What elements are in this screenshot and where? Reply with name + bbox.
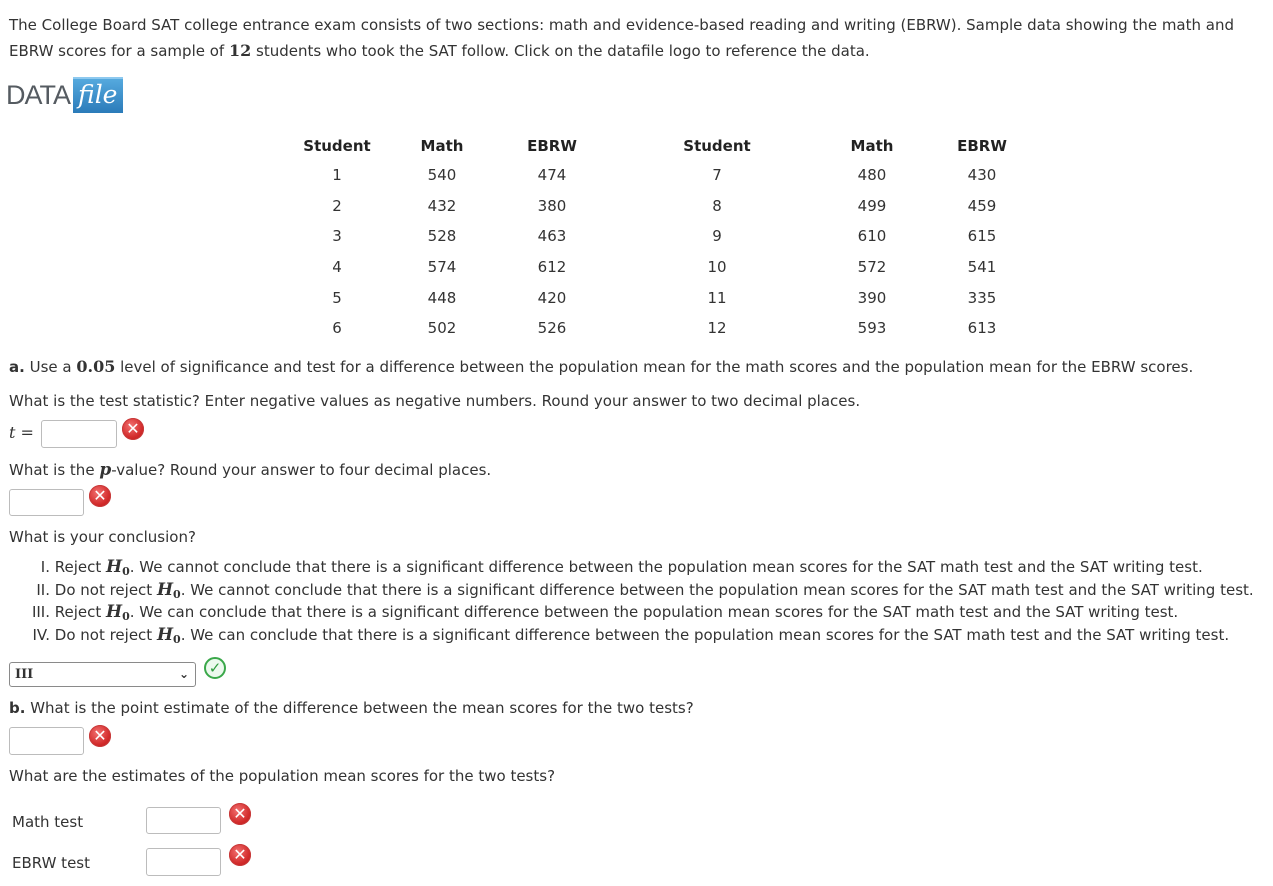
table-cell: 502: [427, 319, 457, 338]
p-value-input[interactable]: [9, 489, 84, 516]
t-label: t =: [9, 423, 34, 442]
table-cell: 459: [967, 196, 997, 215]
table-cell: 432: [427, 196, 457, 215]
table-cell: 4: [332, 258, 342, 277]
option-2: II. Do not reject $H_0$. We cannot conclude that there is a significant difference between the population mean scores for the SAT math test and the SAT writing test.: [36, 580, 1254, 601]
wrong-icon: ✕: [89, 485, 111, 507]
table-row: [287, 160, 1047, 191]
table-row: [287, 221, 1047, 252]
table-cell: 474: [537, 166, 567, 185]
option-1: I. Reject $H_0$. We cannot conclude that there is a significant difference between the population mean scores for the SAT math test and the SAT writing test.: [40, 557, 1203, 578]
table-cell: 5: [332, 288, 342, 307]
table-cell: 430: [967, 166, 997, 185]
student-count: 12: [228, 41, 252, 60]
header-student-1: Student: [303, 137, 371, 155]
table-cell: 420: [537, 288, 567, 307]
point-estimate-input[interactable]: [9, 727, 84, 755]
table-cell: 541: [967, 258, 997, 277]
conclusion-select[interactable]: [9, 662, 196, 687]
table-cell: 480: [857, 166, 887, 185]
table-cell: 463: [537, 227, 567, 246]
table-cell: 8: [712, 196, 722, 215]
option-3: III. Reject $H_0$. We can conclude that there is a significant difference between the population mean scores for the SAT math test and the SAT writing test.: [31, 602, 1179, 623]
datafile-logo[interactable]: [6, 77, 123, 113]
header-ebrw-2: EBRW: [957, 137, 1007, 155]
chevron-down-icon: ⌄: [178, 667, 189, 681]
table-cell: 593: [857, 319, 887, 338]
table-cell: 613: [967, 319, 997, 338]
math-mean-input[interactable]: [146, 807, 221, 834]
table-row: [287, 282, 1047, 313]
wrong-icon: ✕: [229, 844, 251, 866]
table-cell: 2: [332, 196, 342, 215]
header-math-2: Math: [850, 137, 894, 155]
intro-text: The College Board SAT college entrance exam consists of two sections: math and evidence-based reading and writing (EBRW). Sample data showing the math and EBRW scores for a sample of 12 students who took the SAT follow. Click on the datafile logo to reference the data.: [9, 16, 1235, 60]
part-b-label: b.: [9, 699, 26, 717]
table-row: [287, 252, 1047, 283]
selected-value: III: [15, 667, 34, 682]
wrong-icon: ✕: [89, 725, 111, 747]
check-icon: ✓: [204, 657, 226, 679]
table-cell: 540: [427, 166, 457, 185]
table-cell: 574: [427, 258, 457, 277]
table-cell: 448: [427, 288, 457, 307]
table-cell: 335: [967, 288, 997, 307]
ebrw-test-label: EBRW test: [12, 854, 90, 872]
logo-data-text: DATA: [6, 80, 71, 110]
table-cell: 1: [332, 166, 342, 185]
table-cell: 7: [712, 166, 722, 185]
means-question: What are the estimates of the population mean scores for the two tests?: [9, 767, 556, 785]
scores-table: [287, 132, 1047, 344]
table-row: [287, 191, 1047, 222]
header-math-1: Math: [420, 137, 464, 155]
table-cell: 10: [707, 258, 727, 277]
table-cell: 12: [707, 319, 727, 338]
math-test-label: Math test: [12, 813, 84, 831]
p-value-question: What is the p-value? Round your answer to four decimal places.: [9, 460, 492, 480]
table-cell: 612: [537, 258, 567, 277]
alpha-value: 0.05: [76, 357, 116, 376]
table-cell: 610: [857, 227, 887, 246]
header-ebrw-1: EBRW: [527, 137, 577, 155]
conclusion-question: What is your conclusion?: [9, 528, 196, 546]
logo-file-text: file: [73, 77, 123, 113]
table-cell: 11: [707, 288, 727, 307]
option-4: IV. Do not reject $H_0$. We can conclude that there is a significant difference between the population mean scores for the SAT math test and the SAT writing test.: [32, 625, 1230, 646]
part-b-question: b. What is the point estimate of the difference between the mean scores for the two tests?: [9, 699, 694, 717]
wrong-icon: ✕: [229, 803, 251, 825]
table-cell: 6: [332, 319, 342, 338]
test-statistic-question: What is the test statistic? Enter negative values as negative numbers. Round your answer to two decimal places.: [9, 392, 861, 410]
table-cell: 528: [427, 227, 457, 246]
table-row: [287, 313, 1047, 344]
table-cell: 526: [537, 319, 567, 338]
wrong-icon: ✕: [122, 418, 144, 440]
t-statistic-input[interactable]: [41, 420, 117, 448]
table-cell: 499: [857, 196, 887, 215]
part-a-label: a.: [9, 358, 25, 376]
table-cell: 380: [537, 196, 567, 215]
ebrw-mean-input[interactable]: [146, 848, 221, 876]
table-cell: 572: [857, 258, 887, 277]
part-a-question: a. Use a 0.05 level of significance and test for a difference between the population mean for the math scores and the population mean for the EBRW scores.: [9, 357, 1194, 376]
table-cell: 3: [332, 227, 342, 246]
header-student-2: Student: [683, 137, 751, 155]
table-cell: 390: [857, 288, 887, 307]
table-cell: 9: [712, 227, 722, 246]
table-cell: 615: [967, 227, 997, 246]
